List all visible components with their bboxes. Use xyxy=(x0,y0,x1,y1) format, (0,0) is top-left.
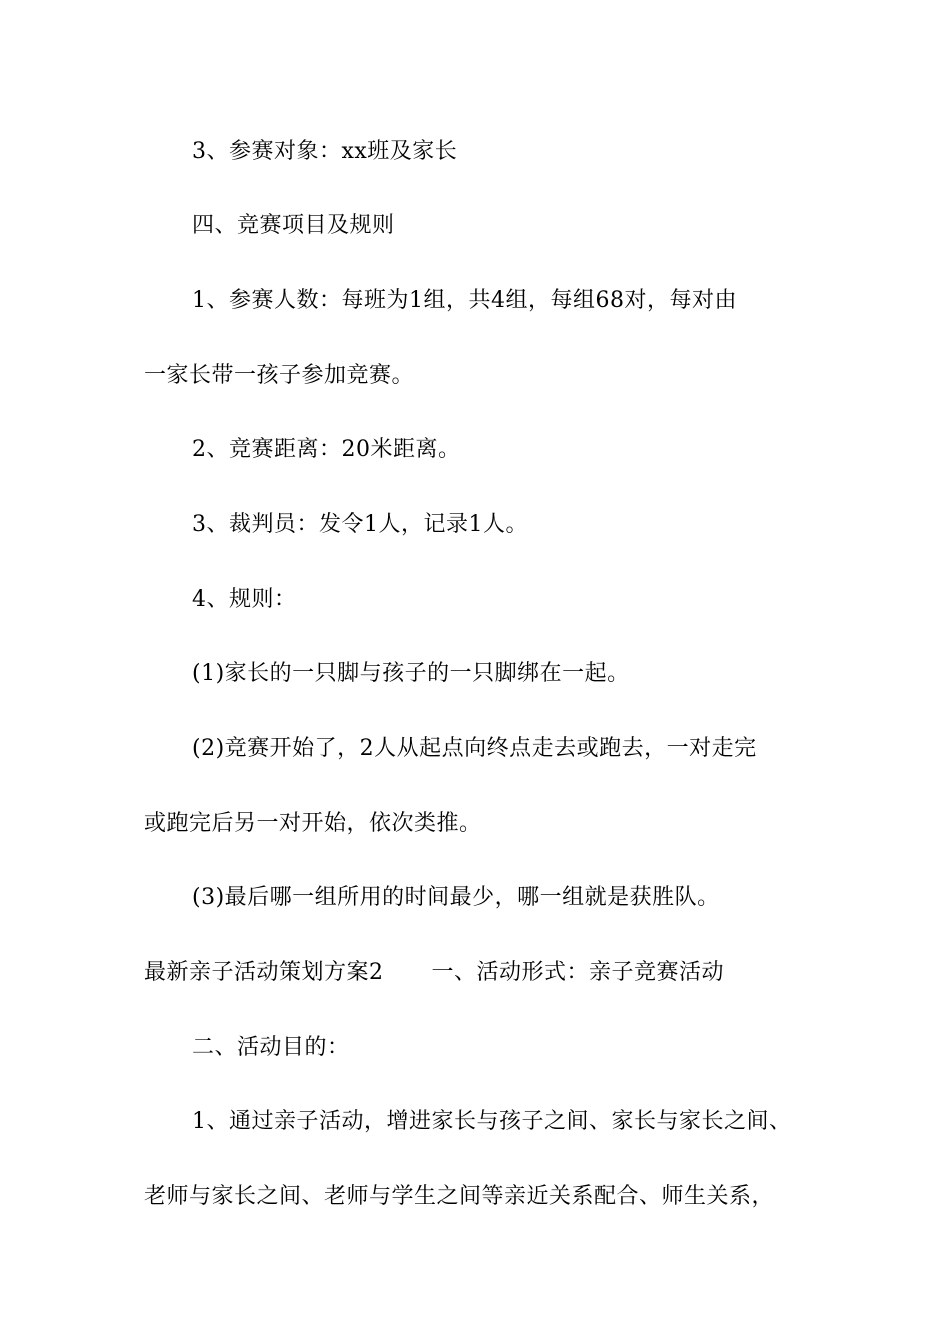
paragraph-line: 1、参赛人数：每班为1组，共4组，每组68对，每对由 xyxy=(192,288,737,313)
section-heading: 一、活动形式：亲子竞赛活动 xyxy=(431,960,725,985)
paragraph-line: 3、参赛对象：xx班及家长 xyxy=(192,139,458,164)
section-heading: 四、竞赛项目及规则 xyxy=(192,213,395,238)
paragraph-line: 一家长带一孩子参加竞赛。 xyxy=(144,363,415,388)
paragraph-line: (1)家长的一只脚与孩子的一只脚绑在一起。 xyxy=(192,661,630,686)
paragraph-line: 1、通过亲子活动，增进家长与孩子之间、家长与家长之间、 xyxy=(192,1109,792,1134)
document-heading xyxy=(144,957,724,989)
paragraph-line: (2)竞赛开始了，2人从起点向终点走去或跑去，一对走完 xyxy=(192,736,757,761)
paragraph-line: 2、竞赛距离：20米距离。 xyxy=(192,437,461,462)
document-title: 最新亲子活动策划方案2 xyxy=(144,960,384,985)
paragraph-line: 3、裁判员：发令1人，记录1人。 xyxy=(192,512,528,537)
section-heading: 二、活动目的： xyxy=(192,1035,350,1060)
paragraph-line: (3)最后哪一组所用的时间最少，哪一组就是获胜队。 xyxy=(192,885,720,910)
paragraph-line: 或跑完后另一对开始，依次类推。 xyxy=(144,811,482,836)
paragraph-line: 4、规则： xyxy=(192,587,297,612)
paragraph-line: 老师与家长之间、老师与学生之间等亲近关系配合、师生关系， xyxy=(144,1184,775,1209)
